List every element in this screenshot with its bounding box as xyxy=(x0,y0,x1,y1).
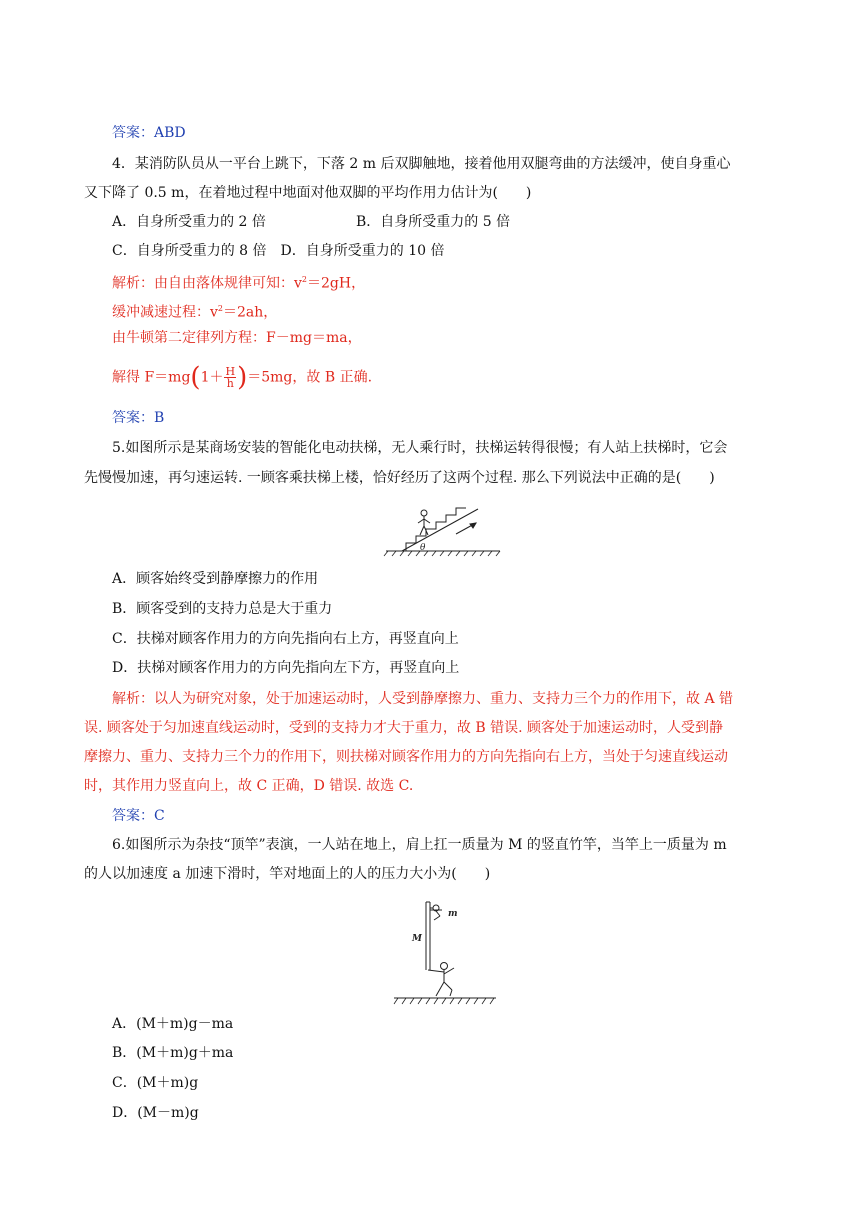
q5-option-a: A．顾客始终受到静摩擦力的作用 xyxy=(112,571,319,587)
analysis-text: 解得 F＝mg xyxy=(112,369,191,386)
q5-analysis-line4: 时，其作用力竖直向上，故 C 正确，D 错误. 故选 C. xyxy=(84,778,414,794)
analysis-text: 缓冲减速过程：v xyxy=(112,304,218,321)
left-paren: ( xyxy=(190,362,201,393)
analysis-text: ＝5mg，故 B 正确. xyxy=(247,369,373,386)
q5-answer xyxy=(112,806,165,826)
q5-option-c: C．扶梯对顾客作用力的方向先指向右上方，再竖直向上 xyxy=(112,631,459,647)
q5-analysis-line1 xyxy=(112,689,733,709)
q5-option-b: B．顾客受到的支持力总是大于重力 xyxy=(112,601,333,617)
exponent: 2 xyxy=(301,275,308,284)
answer-value: B xyxy=(154,410,165,426)
right-paren: ) xyxy=(237,362,248,393)
answer-value: C xyxy=(154,808,165,824)
q6-stem-line2: 的人以加速度 a 加速下滑时，竿对地面上的人的压力大小为( ) xyxy=(84,866,491,882)
q4-analysis-line3: 由牛顿第二定律列方程：F－mg＝ma， xyxy=(112,330,362,346)
answer-label: 答案： xyxy=(112,410,154,426)
answer-label: 答案： xyxy=(112,808,154,824)
q6-option-b: B．(M＋m)g＋ma xyxy=(112,1045,234,1061)
q3-answer xyxy=(112,123,186,143)
q5-stem-line2: 先慢慢加速，再匀速运转. 一顾客乘扶梯上楼，恰好经历了这两个过程. 那么下列说法中正确的是( ) xyxy=(84,470,715,486)
q6-option-a: A．(M＋m)g－ma xyxy=(112,1016,234,1032)
fraction-numerator: H xyxy=(225,365,236,378)
q4-option-cd: C．自身所受重力的 8 倍 D．自身所受重力的 10 倍 xyxy=(112,243,445,259)
small-mass-label: m xyxy=(448,909,458,919)
q4-option-a: A．自身所受重力的 2 倍 xyxy=(112,214,266,230)
pole-mass-label: M xyxy=(412,934,422,944)
exponent: 2 xyxy=(217,304,224,313)
answer-label: 答案： xyxy=(112,125,154,141)
analysis-text: 由自由落体规律可知：v xyxy=(154,275,302,292)
q5-analysis-line2: 误. 顾客处于匀加速直线运动时，受到的支持力才大于重力，故 B 错误. 顾客处于加速运动时，人受到静 xyxy=(84,720,723,736)
q4-analysis-line2 xyxy=(112,299,277,323)
q6-stem-line1: 6.如图所示为杂技“顶竿”表演，一人站在地上，肩上扛一质量为 M 的竖直竹竿，当竿上一质量为 m xyxy=(112,837,727,853)
analysis-label: 解析： xyxy=(112,691,154,707)
analysis-text: ＝2ah， xyxy=(223,304,278,321)
q4-stem-line2: 又下降了 0.5 m，在着地过程中地面对他双脚的平均作用力估计为( ) xyxy=(84,185,532,201)
q5-option-d: D．扶梯对顾客作用力的方向先指向左下方，再竖直向上 xyxy=(112,660,460,676)
pole-act-figure xyxy=(388,896,502,1006)
analysis-text: ＝2gH， xyxy=(307,275,366,292)
answer-value: ABD xyxy=(154,125,186,141)
q6-option-d: D．(M－m)g xyxy=(112,1105,199,1121)
q4-stem-line1: 4．某消防队员从一平台上跳下，下落 2 m 后双脚触地，接着他用双腿弯曲的方法缓冲，使自身重心 xyxy=(112,156,731,172)
fraction-h-over-h xyxy=(224,366,236,389)
q5-analysis-line3: 摩擦力、重力、支持力三个力的作用下，则扶梯对顾客作用力的方向先指向右上方，当处于匀速直线运动 xyxy=(84,749,728,765)
escalator-figure xyxy=(380,503,504,557)
q6-option-c: C．(M＋m)g xyxy=(112,1075,199,1091)
angle-label: θ xyxy=(420,543,426,553)
q4-option-b: B．自身所受重力的 5 倍 xyxy=(356,214,511,230)
analysis-text: 以人为研究对象，处于加速运动时，人受到静摩擦力、重力、支持力三个力的作用下，故 A 错 xyxy=(154,691,734,707)
fraction-denominator: h xyxy=(226,377,234,390)
analysis-text: 1＋ xyxy=(200,369,224,386)
q4-analysis-line4 xyxy=(112,362,373,393)
q4-analysis-line1 xyxy=(112,270,365,294)
q5-stem-line1: 5.如图所示是某商场安装的智能化电动扶梯，无人乘行时，扶梯运转得很慢；有人站上扶梯时，它会 xyxy=(112,440,728,456)
analysis-label: 解析： xyxy=(112,275,154,292)
q4-answer xyxy=(112,408,164,428)
